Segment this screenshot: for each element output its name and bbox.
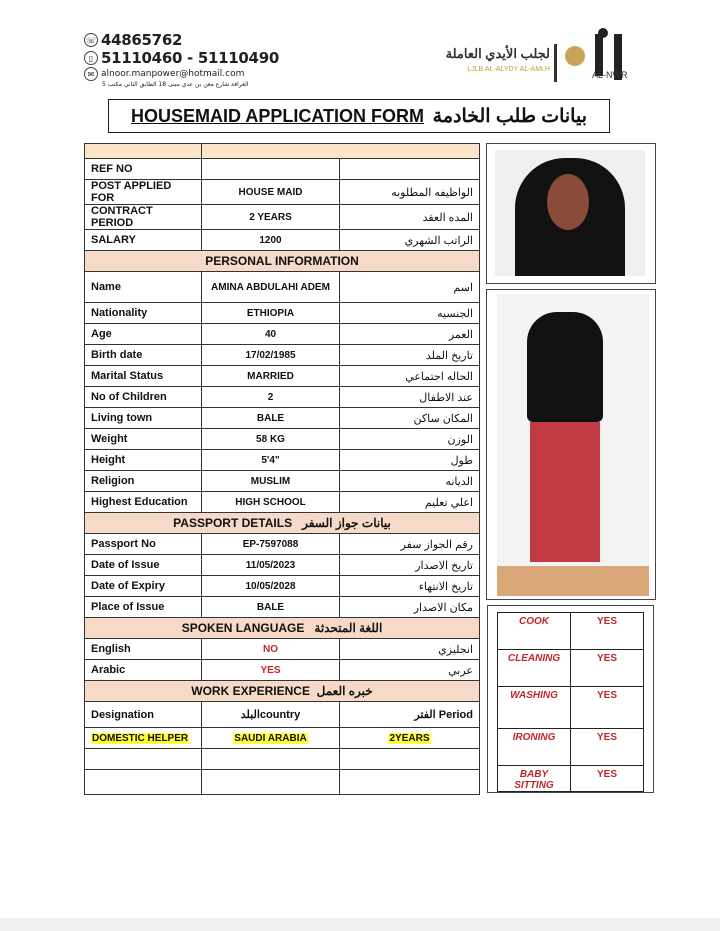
- field-label-arabic: عند الاطفال: [340, 387, 480, 408]
- field-value: 40: [202, 324, 340, 345]
- portrait-photo: [486, 143, 656, 284]
- table-row: [85, 576, 480, 597]
- field-value: NO: [202, 639, 340, 660]
- skill-value: YES: [571, 650, 644, 687]
- table-row: [85, 471, 480, 492]
- table-row: [85, 303, 480, 324]
- skill-name: BABY SITTING: [498, 766, 571, 792]
- address: الغرافة شارع معن بن عدي مبنى 18 الطابق الثاني مكتب 5: [102, 81, 249, 88]
- table-row: [85, 272, 480, 303]
- field-label: CONTRACT PERIOD: [85, 205, 202, 230]
- skill-value: YES: [571, 613, 644, 650]
- table-row: [85, 408, 480, 429]
- full-body-photo: [486, 289, 656, 600]
- field-value: 5'4": [202, 450, 340, 471]
- table-row: [85, 205, 480, 230]
- field-value: 1200: [202, 230, 340, 251]
- skill-row: [498, 650, 644, 687]
- mobiles: 51110460 - 51110490: [101, 49, 279, 67]
- skill-value: YES: [571, 766, 644, 792]
- table-row: [85, 180, 480, 205]
- skill-name: IRONING: [498, 729, 571, 766]
- skill-row: [498, 687, 644, 729]
- field-value: ETHIOPIA: [202, 303, 340, 324]
- field-label-arabic: اسم: [340, 272, 480, 303]
- field-value: 10/05/2028: [202, 576, 340, 597]
- field-label: English: [85, 639, 202, 660]
- field-label: Passport No: [85, 534, 202, 555]
- table-row: [85, 555, 480, 576]
- field-label-arabic: انجليزي: [340, 639, 480, 660]
- field-value: HIGH SCHOOL: [202, 492, 340, 513]
- field-label: Highest Education: [85, 492, 202, 513]
- table-row: [85, 387, 480, 408]
- skill-name: COOK: [498, 613, 571, 650]
- table-row: [85, 324, 480, 345]
- field-value: [202, 159, 340, 180]
- field-value: BALE: [202, 597, 340, 618]
- logo-arabic: لجلب الأيدي العاملة: [445, 46, 550, 61]
- field-label-arabic: تاريخ الانتهاء: [340, 576, 480, 597]
- field-label-arabic: الواظيفه المطلوبه: [340, 180, 480, 205]
- table-row: [85, 450, 480, 471]
- email-icon: ✉: [84, 67, 98, 81]
- title-english: HOUSEMAID APPLICATION FORM: [131, 105, 424, 126]
- table-row: [85, 429, 480, 450]
- field-label-arabic: الوزن: [340, 429, 480, 450]
- field-label: Date of Expiry: [85, 576, 202, 597]
- field-label: Date of Issue: [85, 555, 202, 576]
- field-value: EP-7597088: [202, 534, 340, 555]
- skills-box: [487, 605, 654, 793]
- passport-header: PASSPORT DETAILS بيانات جواز السفر: [85, 513, 480, 534]
- field-label: Nationality: [85, 303, 202, 324]
- field-label: SALARY: [85, 230, 202, 251]
- field-label-arabic: رقم الجواز سفر: [340, 534, 480, 555]
- bottom-bar: [0, 918, 720, 931]
- field-label-arabic: مكان الاصدار: [340, 597, 480, 618]
- field-label: Marital Status: [85, 366, 202, 387]
- field-label: Religion: [85, 471, 202, 492]
- field-label: Arabic: [85, 660, 202, 681]
- table-row: [85, 534, 480, 555]
- field-value: 11/05/2023: [202, 555, 340, 576]
- field-label-arabic: تاريخ الملد: [340, 345, 480, 366]
- field-label: Height: [85, 450, 202, 471]
- logo-english: LJLB AL-ALYDY AL-AMLH: [467, 66, 550, 73]
- skill-name: WASHING: [498, 687, 571, 729]
- field-label: Age: [85, 324, 202, 345]
- field-label-arabic: الراتب الشهري: [340, 230, 480, 251]
- phone: 44865762: [101, 31, 183, 49]
- field-label: No of Children: [85, 387, 202, 408]
- field-label-arabic: [340, 159, 480, 180]
- field-value: MUSLIM: [202, 471, 340, 492]
- field-label-arabic: الجنسيه: [340, 303, 480, 324]
- field-label-arabic: المكان ساكن: [340, 408, 480, 429]
- field-label-arabic: المده العقد: [340, 205, 480, 230]
- table-row: [85, 366, 480, 387]
- field-value: AMINA ABDULAHI ADEM: [202, 272, 340, 303]
- field-label-arabic: تاريخ الاصدار: [340, 555, 480, 576]
- field-value: 2: [202, 387, 340, 408]
- personal-header: PERSONAL INFORMATION: [85, 251, 480, 272]
- work-columns: Designation البلدcountry الفتر Period: [85, 702, 480, 728]
- work-row: DOMESTIC HELPER SAUDI ARABIA 2YEARS: [85, 728, 480, 749]
- field-label: REF NO: [85, 159, 202, 180]
- field-value: MARRIED: [202, 366, 340, 387]
- field-label-arabic: الحاله اجتماعي: [340, 366, 480, 387]
- table-row: [85, 230, 480, 251]
- field-label-arabic: طول: [340, 450, 480, 471]
- field-label: Name: [85, 272, 202, 303]
- logo-brand: AL-NWR: [592, 70, 628, 80]
- table-row: [85, 639, 480, 660]
- table-row: [85, 159, 480, 180]
- work-header: WORK EXPERIENCE خبره العمل: [85, 681, 480, 702]
- field-label: POST APPLIED FOR: [85, 180, 202, 205]
- field-label: Weight: [85, 429, 202, 450]
- contact-block: [84, 31, 279, 88]
- field-value: HOUSE MAID: [202, 180, 340, 205]
- skill-name: CLEANING: [498, 650, 571, 687]
- field-label: Birth date: [85, 345, 202, 366]
- bulb-icon: [565, 46, 585, 66]
- field-label-arabic: الديانه: [340, 471, 480, 492]
- title-arabic: بيانات طلب الخادمة: [432, 105, 587, 127]
- field-value: YES: [202, 660, 340, 681]
- field-label-arabic: العمر: [340, 324, 480, 345]
- field-label-arabic: عربي: [340, 660, 480, 681]
- phone-icon: ☏: [84, 33, 98, 47]
- mobile-icon: ▯: [84, 51, 98, 65]
- field-label: Living town: [85, 408, 202, 429]
- field-value: BALE: [202, 408, 340, 429]
- skill-row: [498, 729, 644, 766]
- skill-row: [498, 766, 644, 792]
- table-row: [85, 660, 480, 681]
- form-title: [108, 99, 610, 133]
- company-logo: [430, 32, 660, 84]
- skill-value: YES: [571, 687, 644, 729]
- field-label-arabic: اعلي تعليم: [340, 492, 480, 513]
- application-table: [84, 143, 480, 795]
- table-row: [85, 492, 480, 513]
- skill-row: [498, 613, 644, 650]
- language-header: SPOKEN LANGUAGE اللغة المتحدثة: [85, 618, 480, 639]
- table-row: [85, 345, 480, 366]
- field-value: 2 YEARS: [202, 205, 340, 230]
- field-value: 17/02/1985: [202, 345, 340, 366]
- field-value: 58 KG: [202, 429, 340, 450]
- table-row: [85, 597, 480, 618]
- skill-value: YES: [571, 729, 644, 766]
- email: alnoor.manpower@hotmail.com: [101, 69, 245, 79]
- field-label: Place of Issue: [85, 597, 202, 618]
